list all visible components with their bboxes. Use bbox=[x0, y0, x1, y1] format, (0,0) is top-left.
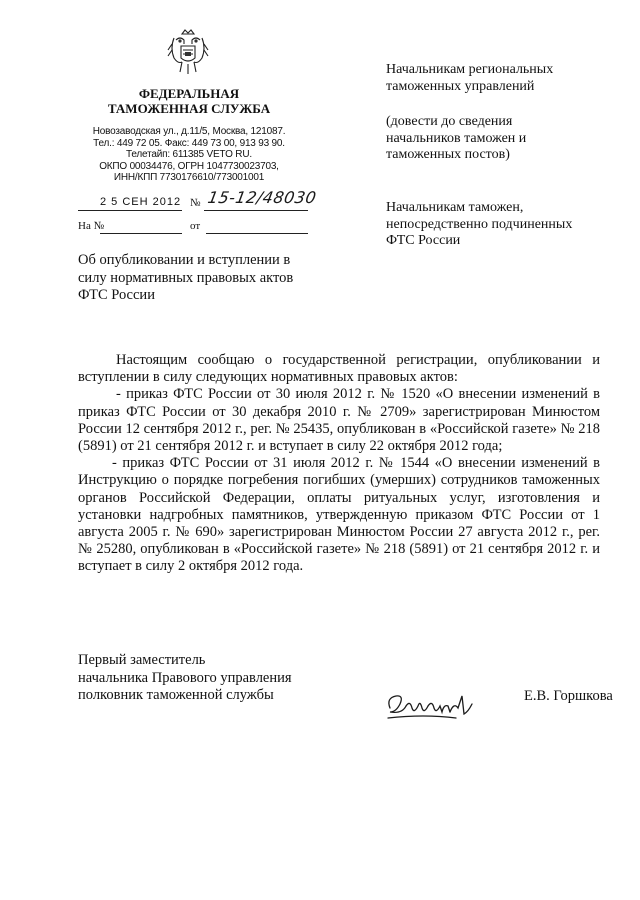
letter-body bbox=[78, 352, 600, 576]
contact-line: ОКПО 00034476, ОГРН 1047730023703, bbox=[99, 160, 279, 172]
addressee-line: Начальникам региональных bbox=[386, 62, 554, 77]
subject-line: Об опубликовании и вступлении в bbox=[78, 252, 291, 268]
addressee-regional-offices bbox=[386, 62, 606, 95]
signer-name: Е.В. Горшкова bbox=[524, 688, 613, 704]
contact-line: ИНН/КПП 7730176610/773001001 bbox=[113, 172, 265, 184]
body-item-1: - приказ ФТС России от 30 июля 2012 г. № 1520 «О внесении изменений в приказ ФТС России от 30 декабря 2010 г. № 2709» зарегистрирован Минюстом России 12 сентября 2012 г., рег. № 25435, опубликован в «Российской газете» № 218 (5891) от 21 сентября 2012 г. и вступает в силу 22 октября 2012 года; bbox=[78, 386, 600, 455]
number-label: № bbox=[190, 197, 201, 209]
body-item-2: - приказ ФТС России от 31 июля 2012 г. № 1544 «О внесении изменений в Инструкцию о порядке погребения погибших (умерших) сотрудников таможенных органов Российской Федерации, оплаты ритуальных услуг, изготовления и установки надгробных памятников, утвержденную приказом ФТС России от 1 августа 2005 г. № 690» зарегистрирован Минюстом России 27 августа 2012 г., рег. № 25280, опубликован в «Российской газете» № 218 (5891) от 21 сентября 2012 г. и вступает в силу 2 октября 2012 года. bbox=[78, 455, 600, 575]
addressee-line: таможенных управлений bbox=[386, 78, 535, 94]
addressee-customs-heads bbox=[386, 200, 606, 250]
reference-number-underline bbox=[100, 233, 182, 234]
contact-line: Новозаводская ул., д.11/5, Москва, 121087. bbox=[92, 126, 286, 137]
addressee-line: ФТС России bbox=[386, 233, 461, 248]
signer-title-line: начальника Правового управления bbox=[78, 669, 292, 686]
date-underline bbox=[78, 210, 182, 211]
organization-contacts bbox=[70, 126, 308, 184]
contact-line: Телетайп: 611385 VETO RU. bbox=[126, 149, 252, 161]
org-name-line: ФЕДЕРАЛЬНАЯ bbox=[138, 86, 240, 101]
registration-number: 15-12/48030 bbox=[206, 188, 318, 207]
addressee-note-line: (довести до сведения bbox=[386, 114, 513, 129]
coat-of-arms-icon bbox=[166, 28, 210, 78]
number-underline bbox=[204, 210, 308, 211]
reference-number-label: На № bbox=[78, 220, 105, 232]
subject-line: ФТС России bbox=[78, 287, 155, 303]
registration-row bbox=[78, 188, 318, 216]
signer-title-line: полковник таможенной службы bbox=[78, 687, 274, 703]
reference-row bbox=[78, 220, 318, 240]
reference-date-label: от bbox=[190, 220, 201, 232]
reference-date-underline bbox=[206, 233, 308, 234]
signer-title bbox=[78, 652, 358, 705]
addressee-note-line: начальников таможен и bbox=[386, 130, 527, 146]
addressee-line: Начальникам таможен, bbox=[386, 200, 524, 215]
addressee-line: непосредственно подчиненных bbox=[386, 216, 573, 232]
handwritten-signature-icon bbox=[384, 690, 474, 724]
subject-line: силу нормативных правовых актов bbox=[78, 269, 294, 286]
organization-name bbox=[78, 86, 300, 116]
org-name-line: ТАМОЖЕННАЯ СЛУЖБА bbox=[107, 101, 271, 116]
contact-line: Тел.: 449 72 05. Факс: 449 73 00, 913 93 90. bbox=[93, 137, 285, 149]
registration-date-stamp: 2 5 СЕН 2012 bbox=[100, 196, 182, 208]
letter-subject bbox=[78, 252, 318, 305]
addressee-note-line: таможенных постов) bbox=[386, 147, 510, 162]
addressee-note bbox=[386, 114, 606, 164]
signer-title-line: Первый заместитель bbox=[78, 652, 206, 668]
body-intro: Настоящим сообщаю о государственной регистрации, опубликовании и вступлении в силу следующих нормативных правовых актов: bbox=[78, 352, 600, 386]
